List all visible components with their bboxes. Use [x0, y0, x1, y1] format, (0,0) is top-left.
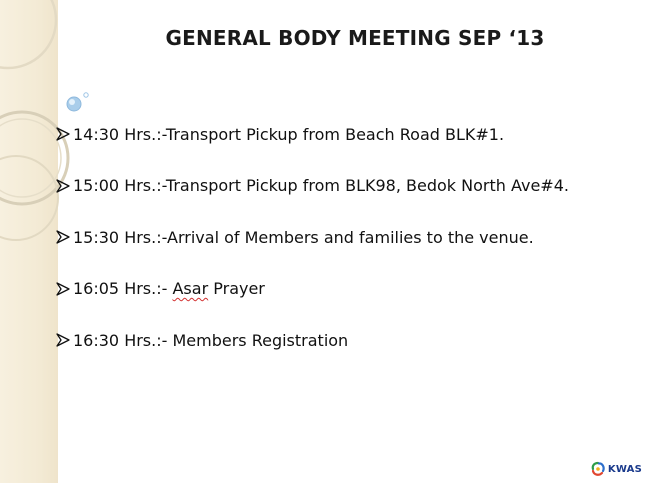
arrow-bullet-icon — [56, 179, 70, 193]
bubble-large — [67, 97, 81, 111]
kwas-logo-text: KWAS — [607, 463, 642, 475]
agenda-item — [56, 224, 569, 250]
bubble-highlight — [69, 99, 75, 105]
agenda-item — [56, 173, 569, 199]
arrow-bullet-icon — [56, 127, 70, 141]
slide-title: GENERAL BODY MEETING SEP ‘13 — [165, 26, 545, 50]
agenda-item — [56, 327, 569, 353]
agenda-list — [56, 121, 569, 379]
arrow-bullet-icon — [56, 230, 70, 244]
agenda-item-text: 15:00 Hrs.:-Transport Pickup from BLK98, Bedok North Ave#4. — [73, 176, 569, 195]
kwas-logo — [590, 461, 642, 477]
kwas-logo-icon — [590, 461, 606, 477]
bubble-small — [84, 93, 88, 97]
agenda-item-text: 16:30 Hrs.:- Members Registration — [73, 330, 349, 350]
agenda-item-text: 14:30 Hrs.:-Transport Pickup from Beach Road BLK#1. — [73, 124, 505, 144]
spellcheck-underlined-word: Asar — [172, 279, 209, 298]
agenda-item-prefix: 16:05 Hrs.:- — [73, 279, 173, 298]
agenda-item — [56, 276, 569, 302]
arrow-bullet-icon — [56, 333, 70, 347]
agenda-item-text — [73, 279, 265, 298]
arrow-bullet-icon — [56, 282, 70, 296]
agenda-item-suffix: Prayer — [208, 279, 265, 298]
agenda-item-text: 15:30 Hrs.:-Arrival of Members and families to the venue. — [73, 227, 534, 247]
left-decorative-band — [0, 0, 58, 483]
agenda-item — [56, 121, 569, 147]
